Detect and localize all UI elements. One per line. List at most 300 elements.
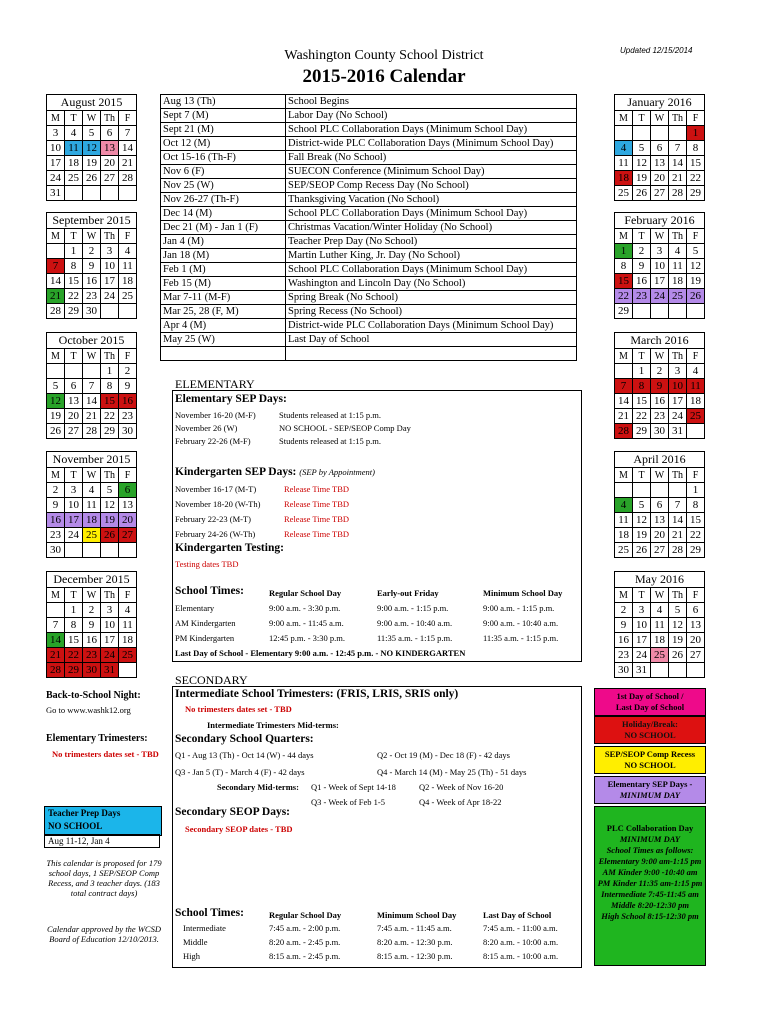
day-cell bbox=[83, 364, 101, 379]
day-cell: 19 bbox=[633, 171, 651, 186]
day-cell: 28 bbox=[669, 543, 687, 558]
day-cell: 16 bbox=[119, 394, 137, 409]
day-cell: 12 bbox=[633, 156, 651, 171]
weekday-header: W bbox=[651, 349, 669, 364]
day-cell: 15 bbox=[687, 513, 705, 528]
day-cell: 3 bbox=[669, 364, 687, 379]
day-cell: 4 bbox=[65, 126, 83, 141]
day-cell: 5 bbox=[633, 141, 651, 156]
weekday-header: W bbox=[83, 111, 101, 126]
day-cell: 27 bbox=[651, 543, 669, 558]
day-cell: 10 bbox=[65, 498, 83, 513]
event-name: Washington and Lincoln Day (No School) bbox=[286, 277, 577, 291]
day-cell: 13 bbox=[687, 618, 705, 633]
legend-plc bbox=[594, 806, 706, 966]
day-cell: 4 bbox=[119, 603, 137, 618]
day-cell: 3 bbox=[47, 126, 65, 141]
day-cell: 26 bbox=[83, 171, 101, 186]
day-cell: 25 bbox=[651, 648, 669, 663]
event-date: Dec 21 (M) - Jan 1 (F) bbox=[161, 221, 286, 235]
month-calendar bbox=[614, 212, 705, 319]
elem-time: 9:00 a.m. - 10:40 a.m. bbox=[483, 618, 559, 628]
day-cell: 4 bbox=[615, 498, 633, 513]
day-cell: 25 bbox=[615, 543, 633, 558]
day-cell bbox=[669, 304, 687, 319]
month-name: September 2015 bbox=[47, 213, 137, 229]
day-cell: 13 bbox=[651, 513, 669, 528]
q3: Q3 - Jan 5 (T) - March 4 (F) - 42 days bbox=[175, 767, 305, 777]
weekday-header: W bbox=[651, 111, 669, 126]
day-cell bbox=[119, 304, 137, 319]
day-cell: 26 bbox=[47, 424, 65, 439]
day-cell: 30 bbox=[83, 304, 101, 319]
k-sep-list bbox=[175, 484, 575, 544]
plc-line: High School 8:15-12:30 pm bbox=[601, 911, 699, 921]
day-cell: 29 bbox=[65, 663, 83, 678]
elem-times-header: Minimum School Day bbox=[483, 588, 563, 598]
event-name: Thanksgiving Vacation (No School) bbox=[286, 193, 577, 207]
day-cell: 23 bbox=[651, 409, 669, 424]
k-sep-date: November 16-17 (M-T) bbox=[175, 484, 257, 494]
day-cell: 17 bbox=[669, 394, 687, 409]
page-title: 2015-2016 Calendar bbox=[302, 66, 466, 87]
event-row bbox=[161, 165, 577, 179]
month-name: March 2016 bbox=[615, 333, 705, 349]
day-cell: 16 bbox=[47, 513, 65, 528]
sec-times-label: High bbox=[183, 951, 200, 961]
day-cell: 8 bbox=[633, 379, 651, 394]
day-cell: 18 bbox=[119, 274, 137, 289]
weekday-header: F bbox=[119, 349, 137, 364]
day-cell: 31 bbox=[633, 663, 651, 678]
day-cell: 13 bbox=[65, 394, 83, 409]
event-row bbox=[161, 179, 577, 193]
day-cell: 28 bbox=[47, 304, 65, 319]
month-name: August 2015 bbox=[47, 95, 137, 111]
day-cell: 24 bbox=[651, 289, 669, 304]
plc-line: Elementary 9:00 am-1:15 pm bbox=[598, 856, 702, 866]
day-cell: 8 bbox=[687, 498, 705, 513]
event-row bbox=[161, 305, 577, 319]
elem-times-header: Early-out Friday bbox=[377, 588, 439, 598]
event-row bbox=[161, 333, 577, 347]
month-name: February 2016 bbox=[615, 213, 705, 229]
weekday-header: F bbox=[119, 468, 137, 483]
weekday-header: M bbox=[615, 468, 633, 483]
elem-times-label: AM Kindergarten bbox=[175, 618, 236, 628]
day-cell: 17 bbox=[101, 274, 119, 289]
day-cell: 5 bbox=[83, 126, 101, 141]
day-cell: 28 bbox=[669, 186, 687, 201]
month-name: January 2016 bbox=[615, 95, 705, 111]
elem-times-rows bbox=[175, 603, 579, 648]
day-cell: 11 bbox=[83, 498, 101, 513]
legend-holiday-1: Holiday/Break: bbox=[621, 719, 679, 729]
event-row bbox=[161, 123, 577, 137]
event-row bbox=[161, 249, 577, 263]
day-cell: 29 bbox=[615, 304, 633, 319]
secondary-box bbox=[172, 686, 582, 968]
event-name: Christmas Vacation/Winter Holiday (No School) bbox=[286, 221, 577, 235]
weekday-header: M bbox=[615, 588, 633, 603]
elementary-heading: ELEMENTARY bbox=[175, 377, 255, 391]
day-cell: 9 bbox=[119, 379, 137, 394]
prep-sub: NO SCHOOL bbox=[48, 821, 103, 831]
quarters-title: Secondary School Quarters: bbox=[175, 733, 314, 745]
event-name: Martin Luther King, Jr. Day (No School) bbox=[286, 249, 577, 263]
elem-sep-list bbox=[175, 410, 575, 449]
legend-first-last bbox=[594, 688, 706, 716]
day-cell: 23 bbox=[119, 409, 137, 424]
day-cell: 15 bbox=[687, 156, 705, 171]
day-cell: 4 bbox=[669, 244, 687, 259]
day-cell: 22 bbox=[65, 648, 83, 663]
day-cell: 25 bbox=[615, 186, 633, 201]
event-row bbox=[161, 319, 577, 333]
sec-time: 8:15 a.m. - 12:30 p.m. bbox=[377, 951, 453, 961]
weekday-header: M bbox=[615, 111, 633, 126]
day-cell: 23 bbox=[633, 289, 651, 304]
weekday-header: T bbox=[633, 111, 651, 126]
event-date: Apr 4 (M) bbox=[161, 319, 286, 333]
plc-line: Intermediate 7:45-11:45 am bbox=[601, 889, 699, 899]
day-cell: 25 bbox=[669, 289, 687, 304]
day-cell bbox=[101, 186, 119, 201]
day-cell: 8 bbox=[65, 618, 83, 633]
event-date: Nov 6 (F) bbox=[161, 165, 286, 179]
weekday-header: T bbox=[65, 588, 83, 603]
teacher-prep-legend bbox=[44, 806, 162, 836]
day-cell: 22 bbox=[633, 409, 651, 424]
day-cell: 9 bbox=[615, 618, 633, 633]
event-date: Nov 25 (W) bbox=[161, 179, 286, 193]
event-date: Nov 26-27 (Th-F) bbox=[161, 193, 286, 207]
day-cell: 4 bbox=[687, 364, 705, 379]
event-row bbox=[161, 207, 577, 221]
event-name: Last Day of School bbox=[286, 333, 577, 347]
elem-sep-date: February 22-26 (M-F) bbox=[175, 436, 251, 446]
weekday-header: M bbox=[615, 229, 633, 244]
day-cell: 18 bbox=[669, 274, 687, 289]
day-cell: 27 bbox=[687, 648, 705, 663]
event-row bbox=[161, 137, 577, 151]
seop-text: Secondary SEOP dates - TBD bbox=[185, 824, 293, 834]
elem-times-label: PM Kindergarten bbox=[175, 633, 235, 643]
elem-time: 11:35 a.m. - 1:15 p.m. bbox=[377, 633, 453, 643]
day-cell bbox=[119, 543, 137, 558]
weekday-header: T bbox=[65, 111, 83, 126]
day-cell: 29 bbox=[687, 543, 705, 558]
plc-line: Middle 8:20-12:30 pm bbox=[611, 900, 689, 910]
day-cell: 2 bbox=[83, 603, 101, 618]
event-date: Mar 7-11 (M-F) bbox=[161, 291, 286, 305]
day-cell: 13 bbox=[119, 498, 137, 513]
event-date: Oct 12 (M) bbox=[161, 137, 286, 151]
day-cell: 27 bbox=[65, 424, 83, 439]
day-cell: 20 bbox=[65, 409, 83, 424]
sec-time: 8:20 a.m. - 2:45 p.m. bbox=[269, 937, 341, 947]
day-cell: 5 bbox=[101, 483, 119, 498]
day-cell: 18 bbox=[651, 633, 669, 648]
legend-sep-2: MINIMUM DAY bbox=[619, 790, 681, 800]
day-cell: 9 bbox=[651, 379, 669, 394]
event-name: District-wide PLC Collaboration Days (Minimum School Day) bbox=[286, 137, 577, 151]
trim-mid: Intermediate Trimesters Mid-terms: bbox=[207, 720, 339, 730]
k-sep-date: February 22-23 (M-T) bbox=[175, 514, 252, 524]
day-cell: 17 bbox=[633, 633, 651, 648]
event-row bbox=[161, 235, 577, 249]
q2: Q2 - Oct 19 (M) - Dec 18 (F) - 42 days bbox=[377, 750, 510, 760]
event-date: Feb 1 (M) bbox=[161, 263, 286, 277]
day-cell: 29 bbox=[65, 304, 83, 319]
legend-holiday bbox=[594, 716, 706, 744]
prep-title: Teacher Prep Days bbox=[48, 808, 121, 818]
day-cell: 16 bbox=[651, 394, 669, 409]
sec-time: 8:20 a.m. - 10:00 a.m. bbox=[483, 937, 559, 947]
event-row bbox=[161, 151, 577, 165]
day-cell: 2 bbox=[83, 244, 101, 259]
day-cell: 18 bbox=[119, 633, 137, 648]
day-cell: 19 bbox=[687, 274, 705, 289]
bts-link[interactable]: Go to www.washk12.org bbox=[46, 705, 131, 715]
event-name: Spring Recess (No School) bbox=[286, 305, 577, 319]
event-name: Teacher Prep Day (No School) bbox=[286, 235, 577, 249]
legend-comp-2: NO SCHOOL bbox=[624, 760, 676, 770]
day-cell: 2 bbox=[119, 364, 137, 379]
day-cell bbox=[633, 483, 651, 498]
day-cell: 31 bbox=[669, 424, 687, 439]
day-cell: 11 bbox=[669, 259, 687, 274]
day-cell: 26 bbox=[101, 528, 119, 543]
day-cell: 29 bbox=[101, 424, 119, 439]
month-calendar bbox=[46, 451, 137, 558]
day-cell: 9 bbox=[47, 498, 65, 513]
day-cell: 3 bbox=[633, 603, 651, 618]
day-cell: 21 bbox=[669, 528, 687, 543]
day-cell: 11 bbox=[651, 618, 669, 633]
day-cell: 22 bbox=[687, 528, 705, 543]
event-row bbox=[161, 291, 577, 305]
day-cell: 11 bbox=[615, 513, 633, 528]
day-cell: 15 bbox=[615, 274, 633, 289]
weekday-header: Th bbox=[101, 468, 119, 483]
day-cell: 2 bbox=[633, 244, 651, 259]
day-cell: 15 bbox=[65, 274, 83, 289]
day-cell: 21 bbox=[119, 156, 137, 171]
day-cell: 28 bbox=[83, 424, 101, 439]
sec-times-rows bbox=[183, 923, 579, 965]
day-cell: 7 bbox=[615, 379, 633, 394]
weekday-header: F bbox=[119, 588, 137, 603]
day-cell: 1 bbox=[65, 244, 83, 259]
updated-date: Updated 12/15/2014 bbox=[620, 46, 693, 55]
weekday-header: T bbox=[65, 349, 83, 364]
day-cell: 1 bbox=[687, 483, 705, 498]
elem-time: 9:00 a.m. - 10:40 a.m. bbox=[377, 618, 453, 628]
event-row bbox=[161, 193, 577, 207]
day-cell: 25 bbox=[119, 289, 137, 304]
day-cell: 3 bbox=[65, 483, 83, 498]
weekday-header: Th bbox=[669, 468, 687, 483]
elem-times-label: Elementary bbox=[175, 603, 215, 613]
legend-comp-1: SEP/SEOP Comp Recess bbox=[604, 749, 696, 759]
month-name: April 2016 bbox=[615, 452, 705, 468]
day-cell: 18 bbox=[83, 513, 101, 528]
day-cell: 11 bbox=[119, 618, 137, 633]
trim-title: Intermediate School Trimesters: (FRIS, LRIS, SRIS only) bbox=[175, 688, 459, 700]
day-cell: 22 bbox=[687, 171, 705, 186]
sec-time: 7:45 a.m. - 11:45 a.m. bbox=[377, 923, 452, 933]
legend-sep-days bbox=[594, 776, 706, 804]
day-cell: 8 bbox=[65, 259, 83, 274]
month-calendar bbox=[614, 94, 705, 201]
day-cell: 11 bbox=[687, 379, 705, 394]
day-cell: 30 bbox=[615, 663, 633, 678]
m1: Q1 - Week of Sept 14-18 bbox=[311, 782, 396, 792]
event-row bbox=[161, 277, 577, 291]
day-cell bbox=[687, 663, 705, 678]
weekday-header: F bbox=[687, 588, 705, 603]
day-cell: 7 bbox=[669, 498, 687, 513]
day-cell: 23 bbox=[615, 648, 633, 663]
day-cell: 22 bbox=[65, 289, 83, 304]
day-cell: 28 bbox=[119, 171, 137, 186]
k-testing-text: Testing dates TBD bbox=[175, 559, 239, 569]
day-cell: 18 bbox=[687, 394, 705, 409]
k-sep-title-text: Kindergarten SEP Days: bbox=[175, 466, 297, 478]
day-cell: 25 bbox=[65, 171, 83, 186]
day-cell: 6 bbox=[651, 141, 669, 156]
day-cell: 7 bbox=[47, 259, 65, 274]
sec-time: 8:15 a.m. - 10:00 a.m. bbox=[483, 951, 559, 961]
event-date: Aug 13 (Th) bbox=[161, 95, 286, 109]
elem-times-header: Regular School Day bbox=[269, 588, 342, 598]
weekday-header: W bbox=[651, 229, 669, 244]
day-cell: 18 bbox=[65, 156, 83, 171]
day-cell bbox=[119, 663, 137, 678]
elem-time: 9:00 a.m. - 11:45 a.m. bbox=[269, 618, 344, 628]
elem-sep-date: November 16-20 (M-F) bbox=[175, 410, 256, 420]
weekday-header: Th bbox=[101, 349, 119, 364]
event-date: Mar 25, 28 (F, M) bbox=[161, 305, 286, 319]
day-cell: 5 bbox=[47, 379, 65, 394]
plc-line: PLC Collaboration Day bbox=[606, 823, 694, 833]
day-cell: 19 bbox=[633, 528, 651, 543]
event-name: SEP/SEOP Comp Recess Day (No School) bbox=[286, 179, 577, 193]
weekday-header: M bbox=[47, 229, 65, 244]
day-cell: 12 bbox=[47, 394, 65, 409]
day-cell: 31 bbox=[101, 663, 119, 678]
month-calendar bbox=[614, 451, 705, 558]
event-name: School PLC Collaboration Days (Minimum School Day) bbox=[286, 263, 577, 277]
weekday-header: F bbox=[687, 468, 705, 483]
event-row bbox=[161, 221, 577, 235]
day-cell: 14 bbox=[615, 394, 633, 409]
elem-times-title: School Times: bbox=[175, 585, 244, 597]
day-cell: 15 bbox=[65, 633, 83, 648]
events-table bbox=[160, 94, 577, 361]
day-cell: 3 bbox=[101, 603, 119, 618]
day-cell: 14 bbox=[83, 394, 101, 409]
day-cell: 9 bbox=[83, 618, 101, 633]
secondary-heading: SECONDARY bbox=[175, 673, 248, 687]
elem-sep-text: Students released at 1:15 p.m. bbox=[279, 410, 381, 420]
day-cell bbox=[83, 186, 101, 201]
legend-holiday-2: NO SCHOOL bbox=[624, 730, 676, 740]
day-cell: 18 bbox=[615, 528, 633, 543]
sec-time: 8:20 a.m. - 12:30 p.m. bbox=[377, 937, 453, 947]
m2: Q2 - Week of Nov 16-20 bbox=[419, 782, 504, 792]
day-cell: 2 bbox=[47, 483, 65, 498]
event-name: SUECON Conference (Minimum School Day) bbox=[286, 165, 577, 179]
day-cell: 3 bbox=[651, 244, 669, 259]
day-cell: 21 bbox=[615, 409, 633, 424]
trim-dates: No trimesters dates set - TBD bbox=[185, 704, 292, 714]
bts-title: Back-to-School Night: bbox=[46, 690, 141, 701]
sec-time: 8:15 a.m. - 2:45 p.m. bbox=[269, 951, 341, 961]
day-cell: 4 bbox=[651, 603, 669, 618]
weekday-header: M bbox=[47, 468, 65, 483]
day-cell: 16 bbox=[615, 633, 633, 648]
day-cell bbox=[669, 483, 687, 498]
day-cell: 13 bbox=[101, 141, 119, 156]
elem-time: 11:35 a.m. - 1:15 p.m. bbox=[483, 633, 559, 643]
elem-time: 12:45 p.m. - 3:30 p.m. bbox=[269, 633, 346, 643]
weekday-header: M bbox=[615, 349, 633, 364]
event-date: Feb 15 (M) bbox=[161, 277, 286, 291]
month-calendar bbox=[614, 332, 705, 439]
day-cell: 26 bbox=[633, 186, 651, 201]
day-cell: 19 bbox=[101, 513, 119, 528]
event-name: Labor Day (No School) bbox=[286, 109, 577, 123]
day-cell: 20 bbox=[651, 171, 669, 186]
day-cell: 30 bbox=[651, 424, 669, 439]
sec-times-header: Minimum School Day bbox=[377, 910, 457, 920]
weekday-header: Th bbox=[669, 588, 687, 603]
day-cell: 4 bbox=[615, 141, 633, 156]
day-cell: 14 bbox=[669, 156, 687, 171]
m4: Q4 - Week of Apr 18-22 bbox=[419, 797, 502, 807]
day-cell: 12 bbox=[633, 513, 651, 528]
k-sep-text: Release Time TBD bbox=[284, 499, 350, 509]
sec-times-header: Last Day of School bbox=[483, 910, 552, 920]
weekday-header: Th bbox=[101, 229, 119, 244]
day-cell: 16 bbox=[633, 274, 651, 289]
day-cell: 11 bbox=[119, 259, 137, 274]
day-cell: 2 bbox=[651, 364, 669, 379]
day-cell: 17 bbox=[101, 633, 119, 648]
day-cell: 23 bbox=[47, 528, 65, 543]
day-cell: 1 bbox=[65, 603, 83, 618]
day-cell bbox=[65, 186, 83, 201]
day-cell: 27 bbox=[119, 528, 137, 543]
day-cell bbox=[101, 543, 119, 558]
weekday-header: Th bbox=[669, 349, 687, 364]
event-row bbox=[161, 109, 577, 123]
weekday-header: T bbox=[633, 229, 651, 244]
day-cell: 28 bbox=[615, 424, 633, 439]
event-name: School Begins bbox=[286, 95, 577, 109]
day-cell: 20 bbox=[101, 156, 119, 171]
day-cell: 24 bbox=[101, 648, 119, 663]
day-cell: 23 bbox=[83, 648, 101, 663]
day-cell: 30 bbox=[119, 424, 137, 439]
sec-time: 7:45 a.m. - 11:00 a.m. bbox=[483, 923, 558, 933]
day-cell: 25 bbox=[119, 648, 137, 663]
day-cell: 30 bbox=[83, 663, 101, 678]
day-cell: 29 bbox=[633, 424, 651, 439]
district-name: Washington County School District bbox=[284, 48, 484, 63]
